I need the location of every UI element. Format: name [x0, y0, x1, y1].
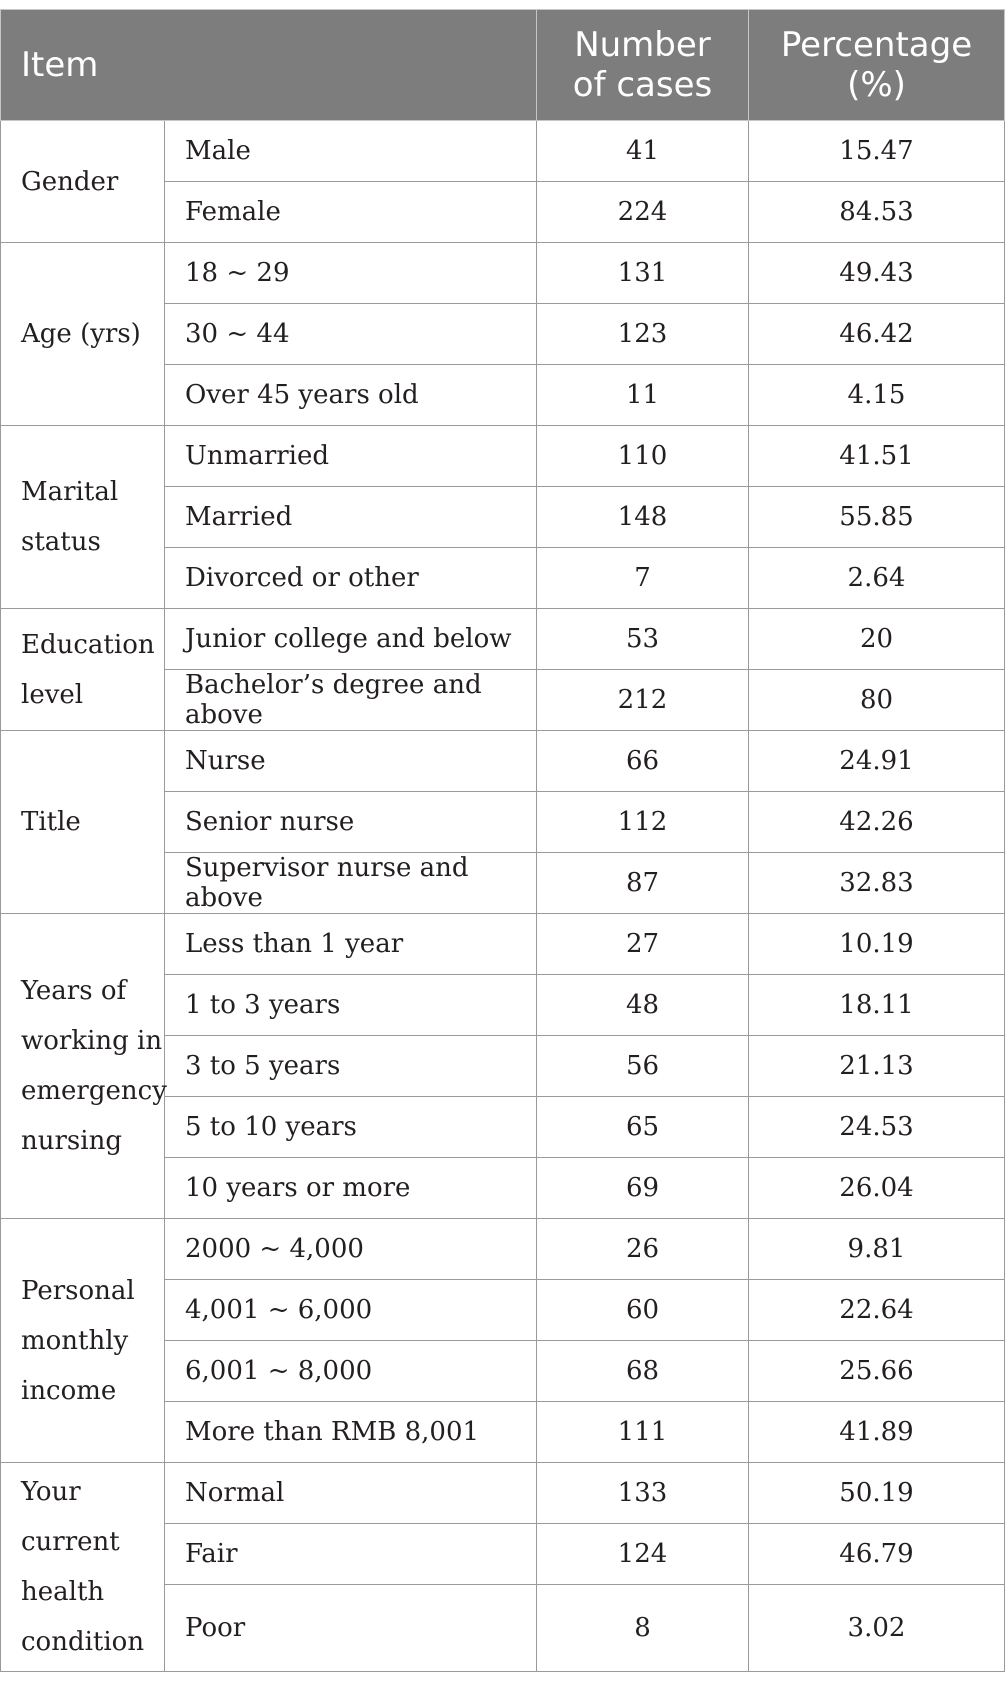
percent-cell: 26.04 — [749, 1158, 1005, 1219]
percent-cell: 18.11 — [749, 975, 1005, 1036]
percent-cell: 24.91 — [749, 731, 1005, 792]
header-cases-line1: Number — [574, 25, 711, 65]
group-label: Age (yrs) — [1, 243, 165, 426]
category-cell: 18 ~ 29 — [165, 243, 537, 304]
cases-cell: 124 — [537, 1524, 749, 1585]
category-cell: Unmarried — [165, 426, 537, 487]
cases-cell: 41 — [537, 121, 749, 182]
group-label: Title — [1, 731, 165, 914]
table-row — [1, 1463, 1005, 1524]
percent-cell: 25.66 — [749, 1341, 1005, 1402]
category-cell: Poor — [165, 1585, 537, 1672]
table-row — [1, 1219, 1005, 1280]
table-row — [1, 731, 1005, 792]
category-cell: 5 to 10 years — [165, 1097, 537, 1158]
table-row — [1, 914, 1005, 975]
category-cell: 2000 ~ 4,000 — [165, 1219, 537, 1280]
cases-cell: 110 — [537, 426, 749, 487]
percent-cell: 2.64 — [749, 548, 1005, 609]
table-body — [1, 121, 1005, 1672]
table-row — [1, 426, 1005, 487]
cases-cell: 68 — [537, 1341, 749, 1402]
header-cases-line2: of cases — [572, 65, 713, 105]
group-label: Years of working in emergency nursing — [1, 914, 165, 1219]
cases-cell: 212 — [537, 670, 749, 731]
percent-cell: 20 — [749, 609, 1005, 670]
category-cell: Senior nurse — [165, 792, 537, 853]
group-label: Your current health condition — [1, 1463, 165, 1672]
category-cell: 4,001 ~ 6,000 — [165, 1280, 537, 1341]
cases-cell: 53 — [537, 609, 749, 670]
cases-cell: 112 — [537, 792, 749, 853]
category-cell: Married — [165, 487, 537, 548]
percent-cell: 22.64 — [749, 1280, 1005, 1341]
percent-cell: 41.89 — [749, 1402, 1005, 1463]
category-cell: Fair — [165, 1524, 537, 1585]
category-cell: Junior college and below — [165, 609, 537, 670]
category-cell: 3 to 5 years — [165, 1036, 537, 1097]
percent-cell: 46.42 — [749, 304, 1005, 365]
cases-cell: 111 — [537, 1402, 749, 1463]
cases-cell: 7 — [537, 548, 749, 609]
cases-cell: 131 — [537, 243, 749, 304]
category-cell: Divorced or other — [165, 548, 537, 609]
category-cell: Male — [165, 121, 537, 182]
cases-cell: 27 — [537, 914, 749, 975]
cases-cell: 56 — [537, 1036, 749, 1097]
percent-cell: 4.15 — [749, 365, 1005, 426]
cases-cell: 26 — [537, 1219, 749, 1280]
group-label: Gender — [1, 121, 165, 243]
cases-cell: 123 — [537, 304, 749, 365]
percent-cell: 21.13 — [749, 1036, 1005, 1097]
category-cell: More than RMB 8,001 — [165, 1402, 537, 1463]
group-label: Education level — [1, 609, 165, 731]
percent-cell: 55.85 — [749, 487, 1005, 548]
group-label: Personal monthly income — [1, 1219, 165, 1463]
percent-cell: 10.19 — [749, 914, 1005, 975]
category-cell: Nurse — [165, 731, 537, 792]
table-row — [1, 121, 1005, 182]
percent-cell: 9.81 — [749, 1219, 1005, 1280]
category-cell: 1 to 3 years — [165, 975, 537, 1036]
percent-cell: 41.51 — [749, 426, 1005, 487]
cases-cell: 69 — [537, 1158, 749, 1219]
cases-cell: 60 — [537, 1280, 749, 1341]
cases-cell: 148 — [537, 487, 749, 548]
header-row — [1, 10, 1005, 121]
category-cell: 6,001 ~ 8,000 — [165, 1341, 537, 1402]
category-cell: 10 years or more — [165, 1158, 537, 1219]
cases-cell: 87 — [537, 853, 749, 914]
category-cell: Female — [165, 182, 537, 243]
table-row — [1, 243, 1005, 304]
cases-cell: 66 — [537, 731, 749, 792]
header-percentage — [749, 10, 1005, 121]
cases-cell: 48 — [537, 975, 749, 1036]
percent-cell: 32.83 — [749, 853, 1005, 914]
percent-cell: 46.79 — [749, 1524, 1005, 1585]
percent-cell: 3.02 — [749, 1585, 1005, 1672]
category-cell: 30 ~ 44 — [165, 304, 537, 365]
group-label: Marital status — [1, 426, 165, 609]
category-cell: Less than 1 year — [165, 914, 537, 975]
percent-cell: 80 — [749, 670, 1005, 731]
cases-cell: 8 — [537, 1585, 749, 1672]
category-cell: Over 45 years old — [165, 365, 537, 426]
percent-cell: 84.53 — [749, 182, 1005, 243]
percent-cell: 24.53 — [749, 1097, 1005, 1158]
cases-cell: 133 — [537, 1463, 749, 1524]
percent-cell: 42.26 — [749, 792, 1005, 853]
percent-cell: 49.43 — [749, 243, 1005, 304]
header-item: Item — [1, 10, 537, 121]
header-pct-line1: Percentage — [780, 25, 973, 65]
demographics-table — [0, 9, 1005, 1672]
cases-cell: 65 — [537, 1097, 749, 1158]
percent-cell: 15.47 — [749, 121, 1005, 182]
category-cell: Normal — [165, 1463, 537, 1524]
header-pct-line2: (%) — [847, 65, 906, 105]
cases-cell: 11 — [537, 365, 749, 426]
cases-cell: 224 — [537, 182, 749, 243]
percent-cell: 50.19 — [749, 1463, 1005, 1524]
table-row — [1, 609, 1005, 670]
category-cell: Bachelor’s degree and above — [165, 670, 537, 731]
header-number-of-cases — [537, 10, 749, 121]
category-cell: Supervisor nurse and above — [165, 853, 537, 914]
